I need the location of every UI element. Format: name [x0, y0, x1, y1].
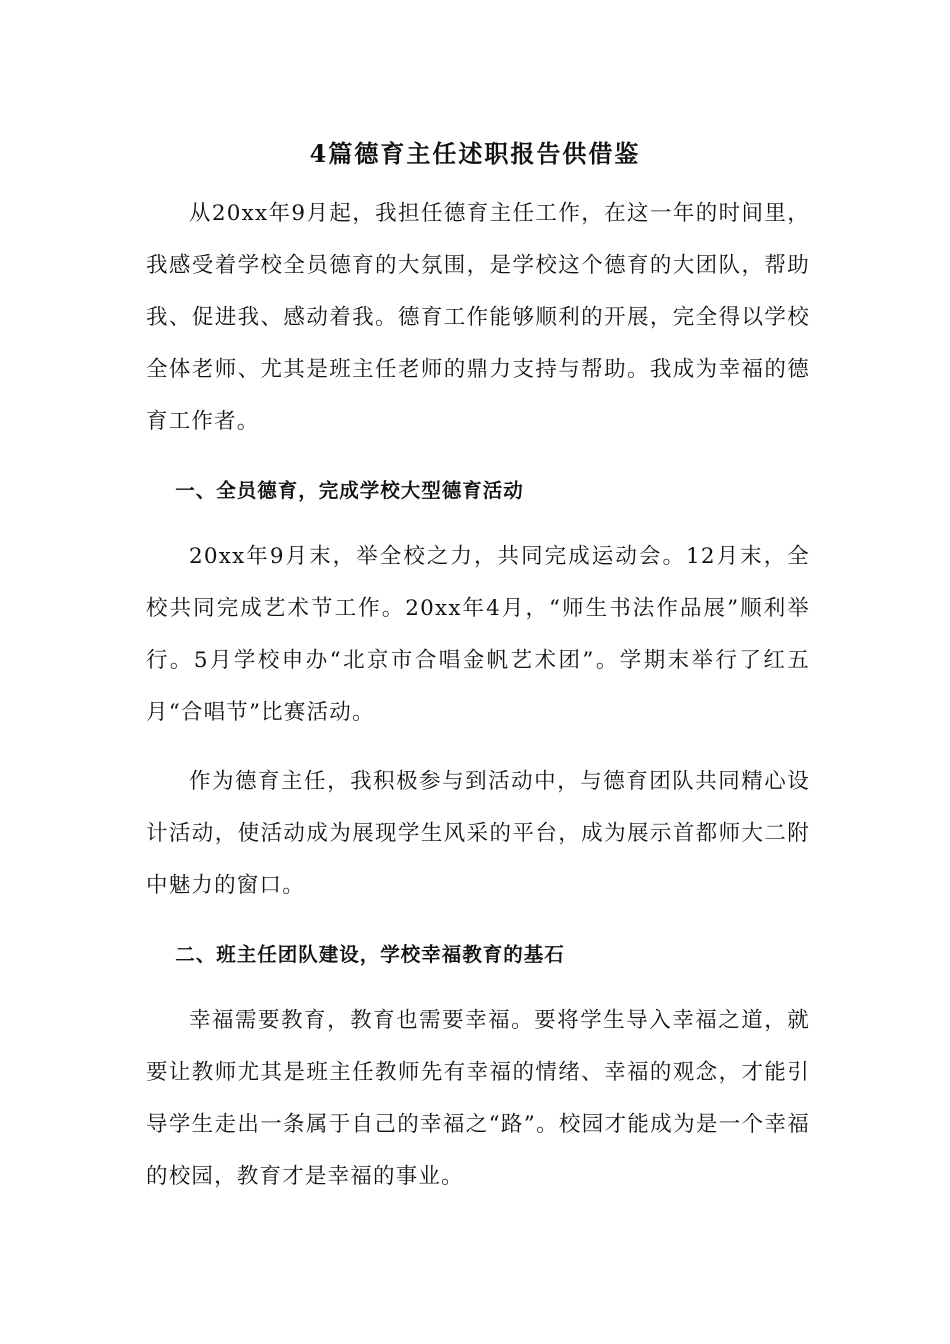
paragraph-intro: 从20xx年9月起，我担任德育主任工作，在这一年的时间里，我感受着学校全员德育的大氛围，是学校这个德育的大团队，帮助我、促进我、感动着我。德育工作能够顺利的开展，完全得以学校全体老师、尤其是班主任老师的鼎力支持与帮助。我成为幸福的德育工作者。 — [146, 201, 810, 434]
section-heading-1: 一、全员德育，完成学校大型德育活动 — [175, 479, 524, 502]
section-heading-2: 二、班主任团队建设，学校幸福教育的基石 — [175, 943, 565, 966]
paragraph-role: 作为德育主任，我积极参与到活动中，与德育团队共同精心设计活动，使活动成为展现学生风采的平台，成为展示首都师大二附中魅力的窗口。 — [146, 769, 810, 898]
paragraph-activities: 20xx年9月末，举全校之力，共同完成运动会。12月末，全校共同完成艺术节工作。20xx年4月，“师生书法作品展”顺利举行。5月学校申办“北京市合唱金帆艺术团”。学期末举行了红五月“合唱节”比赛活动。 — [146, 544, 810, 725]
paragraph-happiness: 幸福需要教育，教育也需要幸福。要将学生导入幸福之道，就要让教师尤其是班主任教师先有幸福的情绪、幸福的观念，才能引导学生走出一条属于自己的幸福之“路”。校园才能成为是一个幸福的校园，教育才是幸福的事业。 — [146, 1008, 810, 1189]
document-title: 4篇德育主任述职报告供借鉴 — [309, 139, 641, 168]
document-body — [146, 188, 810, 1220]
